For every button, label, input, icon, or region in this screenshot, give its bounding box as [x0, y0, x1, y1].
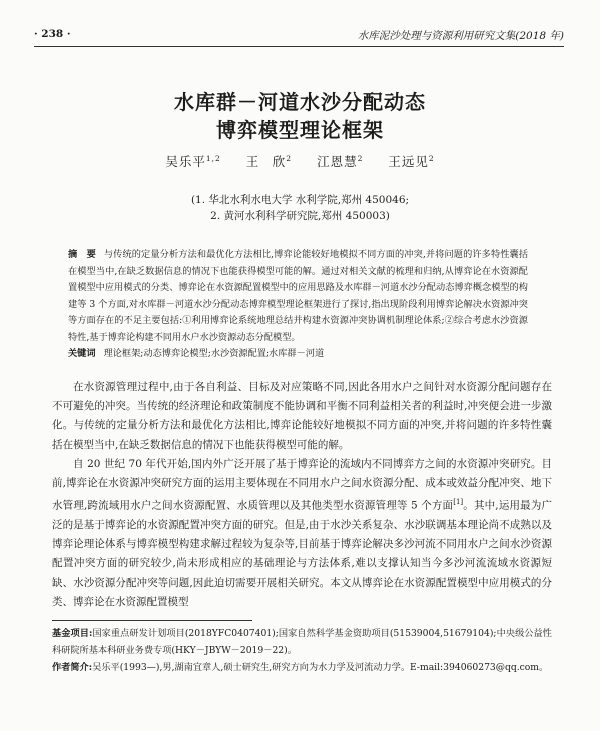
keywords: [68, 346, 528, 363]
abstract-label: 摘 要: [68, 249, 96, 260]
author: 江恩慧$^2$: [317, 153, 364, 169]
keywords-label: 关键词: [68, 348, 96, 359]
abstract: [68, 247, 528, 363]
paragraph: 自 20 世纪 70 年代开始,国内外广泛开展了基于博弈论的流域内不同博弈方之间的水资源冲突研究。目前,博弈论在水资源冲突研究方面的运用主要体现在不同用水户之间水资源分配、成本或效益分配冲突、地下水管理,跨流域用水户之间水资源配置、水质管理以及其他类型水资源管理等 5 个方面[1]。其中,运用最为广泛的是基于博弈论的水资源配置冲突方面的研究。但是,由于水沙关系复杂、水沙联调基本理论尚不成熟以及博弈论理论体系与博弈模型构建求解过程较为复杂等,目前基于博弈论解决多沙河流不同用水户之间水沙资源配置冲突方面的研究较少,尚未形成相应的基础理论与方法体系,难以支撑认知当今多沙河流流域水资源短缺、水沙资源分配冲突等问题,因此迫切需要开展相关研究。本文从博弈论在水资源配置模型中应用模式的分类、博弈论在水资源配置模型: [52, 457, 552, 608]
paragraph: 在水资源管理过程中,由于各自利益、目标及对应策略不同,因此各用水户之间针对水资源分配问题存在不可避免的冲突。当传统的经济理论和政策制度不能协调和平衡不同利益相关者的利益时,冲突便会进一步激化。与传统的定量分析方法和最优化方法相比,博弈论能较好地模拟不同方面的冲突,并将问题的许多特性囊括在模型当中,在缺乏数据信息的情况下也能获得模型可能的解。: [52, 381, 552, 451]
abstract-text: 与传统的定量分析方法和最优化方法相比,博弈论能较好地模拟不同方面的冲突,并将问题的许多特性囊括在模型当中,在缺乏数据信息的情况下也能获得模型可能的解。通过对相关文献的梳理和归纳,从博弈论在水资源配置模型中应用模式的分类、博弈论在水资源配置模型中的应用思路及水库群－河道水沙分配动态博弈概念模型的构建等 3 个方面,对水库群－河道水沙分配动态博弈模型理论框架进行了探讨,指出现阶段利用博弈论解决水资源冲突等方面存在的不足主要包括:①利用博弈论系统地理总结并构建水资源冲突协调机制理论体系;②综合考虑水沙资源特性,基于博弈论构建不同用水户水沙资源动态分配模型。: [68, 249, 529, 343]
affiliation-1: (1. 华北水利水电大学 水利学院,郑州 450046;: [190, 194, 410, 206]
fund-note: [52, 625, 552, 659]
keywords-text: 理论框架;动态博弈论模型;水沙资源配置;水库群－河道: [103, 348, 325, 359]
author-note-label: 作者简介:: [52, 662, 93, 673]
author-list: [0, 152, 600, 170]
author: 王远见$^2$: [388, 153, 435, 169]
affiliations: [0, 192, 600, 224]
author-note-text: 吴乐平(1993—),男,湖南宜章人,硕士研究生,研究方向为水力学及河流动力学。E-mail:394060273@qq.com。: [92, 662, 549, 673]
title-line-2: 博弈模型理论框架: [216, 118, 384, 142]
abstract-text-block: [68, 247, 528, 346]
fund-text: 国家重点研发计划项目(2018YFC0407401);国家自然科学基金资助项目(51539004,51679104);中央级公益性科研院所基本科研业务费专项(HKY－JBYW－2019－22)。: [52, 628, 552, 656]
title-line-1: 水库群－河道水沙分配动态: [174, 90, 426, 114]
author-note: [52, 659, 552, 676]
affiliation-2: 2. 黄河水利科学研究院,郑州 450003): [210, 210, 390, 222]
footnote-rule: [52, 620, 252, 621]
fund-label: 基金项目:: [52, 628, 93, 639]
citation: [1]: [453, 498, 464, 507]
body-text: [52, 378, 552, 612]
header-rule: [34, 46, 564, 47]
paper-title: [0, 88, 600, 144]
footnotes: [52, 625, 552, 676]
author: 王 欣$^2$: [245, 153, 293, 169]
running-header: [34, 28, 564, 44]
author: 吴乐平$^{1,2}$: [165, 153, 221, 169]
journal-title: 水库泥沙处理与资源利用研究文集(2018 年): [357, 30, 564, 42]
page-number: · 238 ·: [34, 28, 71, 40]
